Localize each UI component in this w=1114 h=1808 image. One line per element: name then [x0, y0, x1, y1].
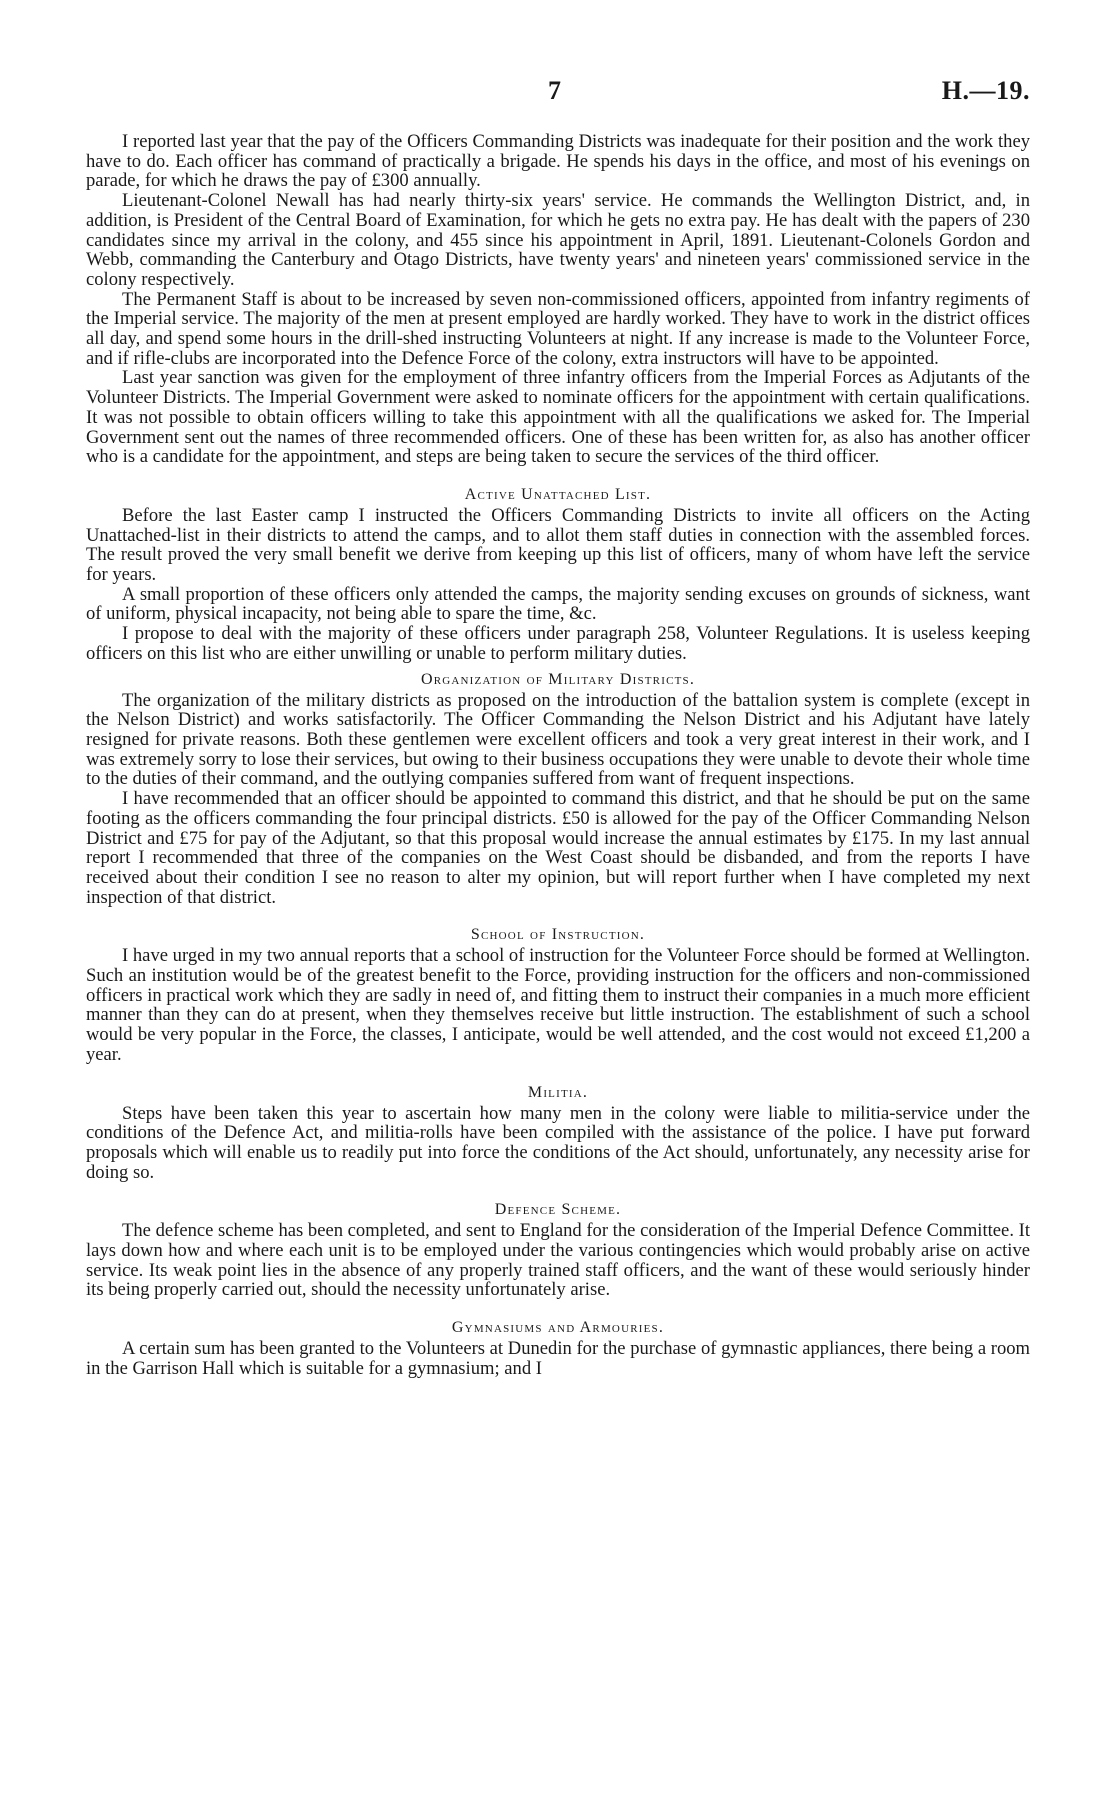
- section-heading-militia: Militia.: [527, 1083, 589, 1101]
- section-heading-defence: Defence Scheme.: [494, 1201, 622, 1219]
- section-heading-gymnasiums: Gymnasiums and Armouries.: [451, 1319, 665, 1337]
- section-heading-school: School of Instruction.: [470, 926, 646, 944]
- document-reference: H.—19.: [941, 76, 1030, 105]
- document-body: [86, 132, 1030, 1379]
- paragraph: I have recommended that an officer should be appointed to command this district, and that he should be put on the same footing as the officers commanding the four principal districts. £50 is allowed for the pay of the Officer Commanding Nelson District and £75 for pay of the Adjutant, so that this proposal would increase the annual estimates by £175. In my last annual report I recommended that three of the companies on the West Coast should be disbanded, and from the reports I have received about their condition I see no reason to alter my opinion, but will report further when I have completed my next inspection of that district.: [86, 788, 1030, 908]
- paragraph: I reported last year that the pay of the Officers Commanding Districts was inadequate for their position and the work they have to do. Each officer has command of practically a brigade. He spends his days in the office, and most of his evenings on parade, for which he draws the pay of £300 annually.: [86, 131, 1030, 192]
- paragraph: The defence scheme has been completed, and sent to England for the consideration of the Imperial Defence Committee. It lays down how and where each unit is to be employed under the various contingencies which would probably arise on active service. Its weak point lies in the absence of any properly trained staff officers, and the want of these would seriously hinder its being properly carried out, should the necessity unfortunately arise.: [86, 1220, 1030, 1301]
- paragraph: Before the last Easter camp I instructed the Officers Commanding Districts to invite all officers on the Acting Unattached-list in their districts to attend the camps, and to allot them staff duties in connection with the assembled forces. The result proved the very small benefit we derive from keeping up this list of officers, many of whom have left the service for years.: [86, 504, 1030, 586]
- paragraph: The organization of the military districts as proposed on the introduction of the battalion system is complete (except in the Nelson District) and works satisfactorily. The Officer Commanding the Nelson District and his Adjutant have lately resigned for private reasons. Both these gentlemen were excellent officers and took a very great interest in their work, and I was extremely sorry to lose their services, but owing to their business occupations they were unable to devote their whole time to the duties of their command, and the outlying companies suffered from want of frequent inspections.: [86, 689, 1030, 790]
- paragraph: A certain sum has been granted to the Volunteers at Dunedin for the purchase of gymnastic appliances, there being a room in the Garrison Hall which is suitable for a gymnasium; and I: [86, 1338, 1030, 1379]
- page-number: 7: [548, 76, 561, 105]
- paragraph: Lieutenant-Colonel Newall has had nearly thirty-six years' service. He commands the Wellington District, and, in addition, is President of the Central Board of Examination, for which he gets no extra pay. He has dealt with the papers of 230 candidates since my arrival in the colony, and 455 since his appointment in April, 1891. Lieutenant-Colonels Gordon and Webb, commanding the Canterbury and Otago Districts, have twenty years' and nineteen years' commissioned service in the colony respectively.: [86, 190, 1030, 290]
- paragraph: The Permanent Staff is about to be increased by seven non-commissioned officers, appointed from infantry regiments of the Imperial service. The majority of the men at present employed are hardly worked. They have to work in the district offices all day, and spend some hours in the drill-shed instructing Volunteers at night. If any increase is made to the Volunteer Force, and if rifle-clubs are incorporated into the Defence Force of the colony, extra instructors will have to be appointed.: [86, 288, 1030, 369]
- paragraph: I have urged in my two annual reports that a school of instruction for the Volunteer Force should be formed at Wellington. Such an institution would be of the greatest benefit to the Force, providing instruction for the officers and non-commissioned officers in practical work which they are sadly in need of, and fitting them to instruct their companies in a much more efficient manner than they can do at present, when they themselves receive but little instruction. The establishment of such a school would be very popular in the Force, the classes, I anticipate, would be well attended, and the cost would not exceed £1,200 a year.: [86, 945, 1030, 1065]
- section-heading-organization: Organization of Military Districts.: [420, 670, 696, 688]
- paragraph: A small proportion of these officers only attended the camps, the majority sending excuses on grounds of sickness, want of uniform, physical incapacity, not being able to spare the time, &c.: [86, 583, 1030, 625]
- paragraph: Last year sanction was given for the employment of three infantry officers from the Imperial Forces as Adjutants of the Volunteer Districts. The Imperial Government were asked to nominate officers for the appointment with certain qualifications. It was not possible to obtain officers willing to take this appointment with all the qualifications we asked for. The Imperial Government sent out the names of three recommended officers. One of these has been written for, as also has another officer who is a candidate for the appointment, and steps are being taken to secure the services of the third officer.: [86, 367, 1030, 468]
- section-heading-active-unattached: Active Unattached List.: [464, 485, 652, 503]
- paragraph: Steps have been taken this year to ascertain how many men in the colony were liable to militia-service under the conditions of the Defence Act, and militia-rolls have been compiled with the assistance of the police. I have put forward proposals which will enable us to readily put into force the conditions of the Act should, unfortunately, any necessity arise for doing so.: [86, 1102, 1030, 1183]
- paragraph: I propose to deal with the majority of these officers under paragraph 258, Volunteer Regulations. It is useless keeping officers on this list who are either unwilling or unable to perform military duties.: [86, 623, 1030, 664]
